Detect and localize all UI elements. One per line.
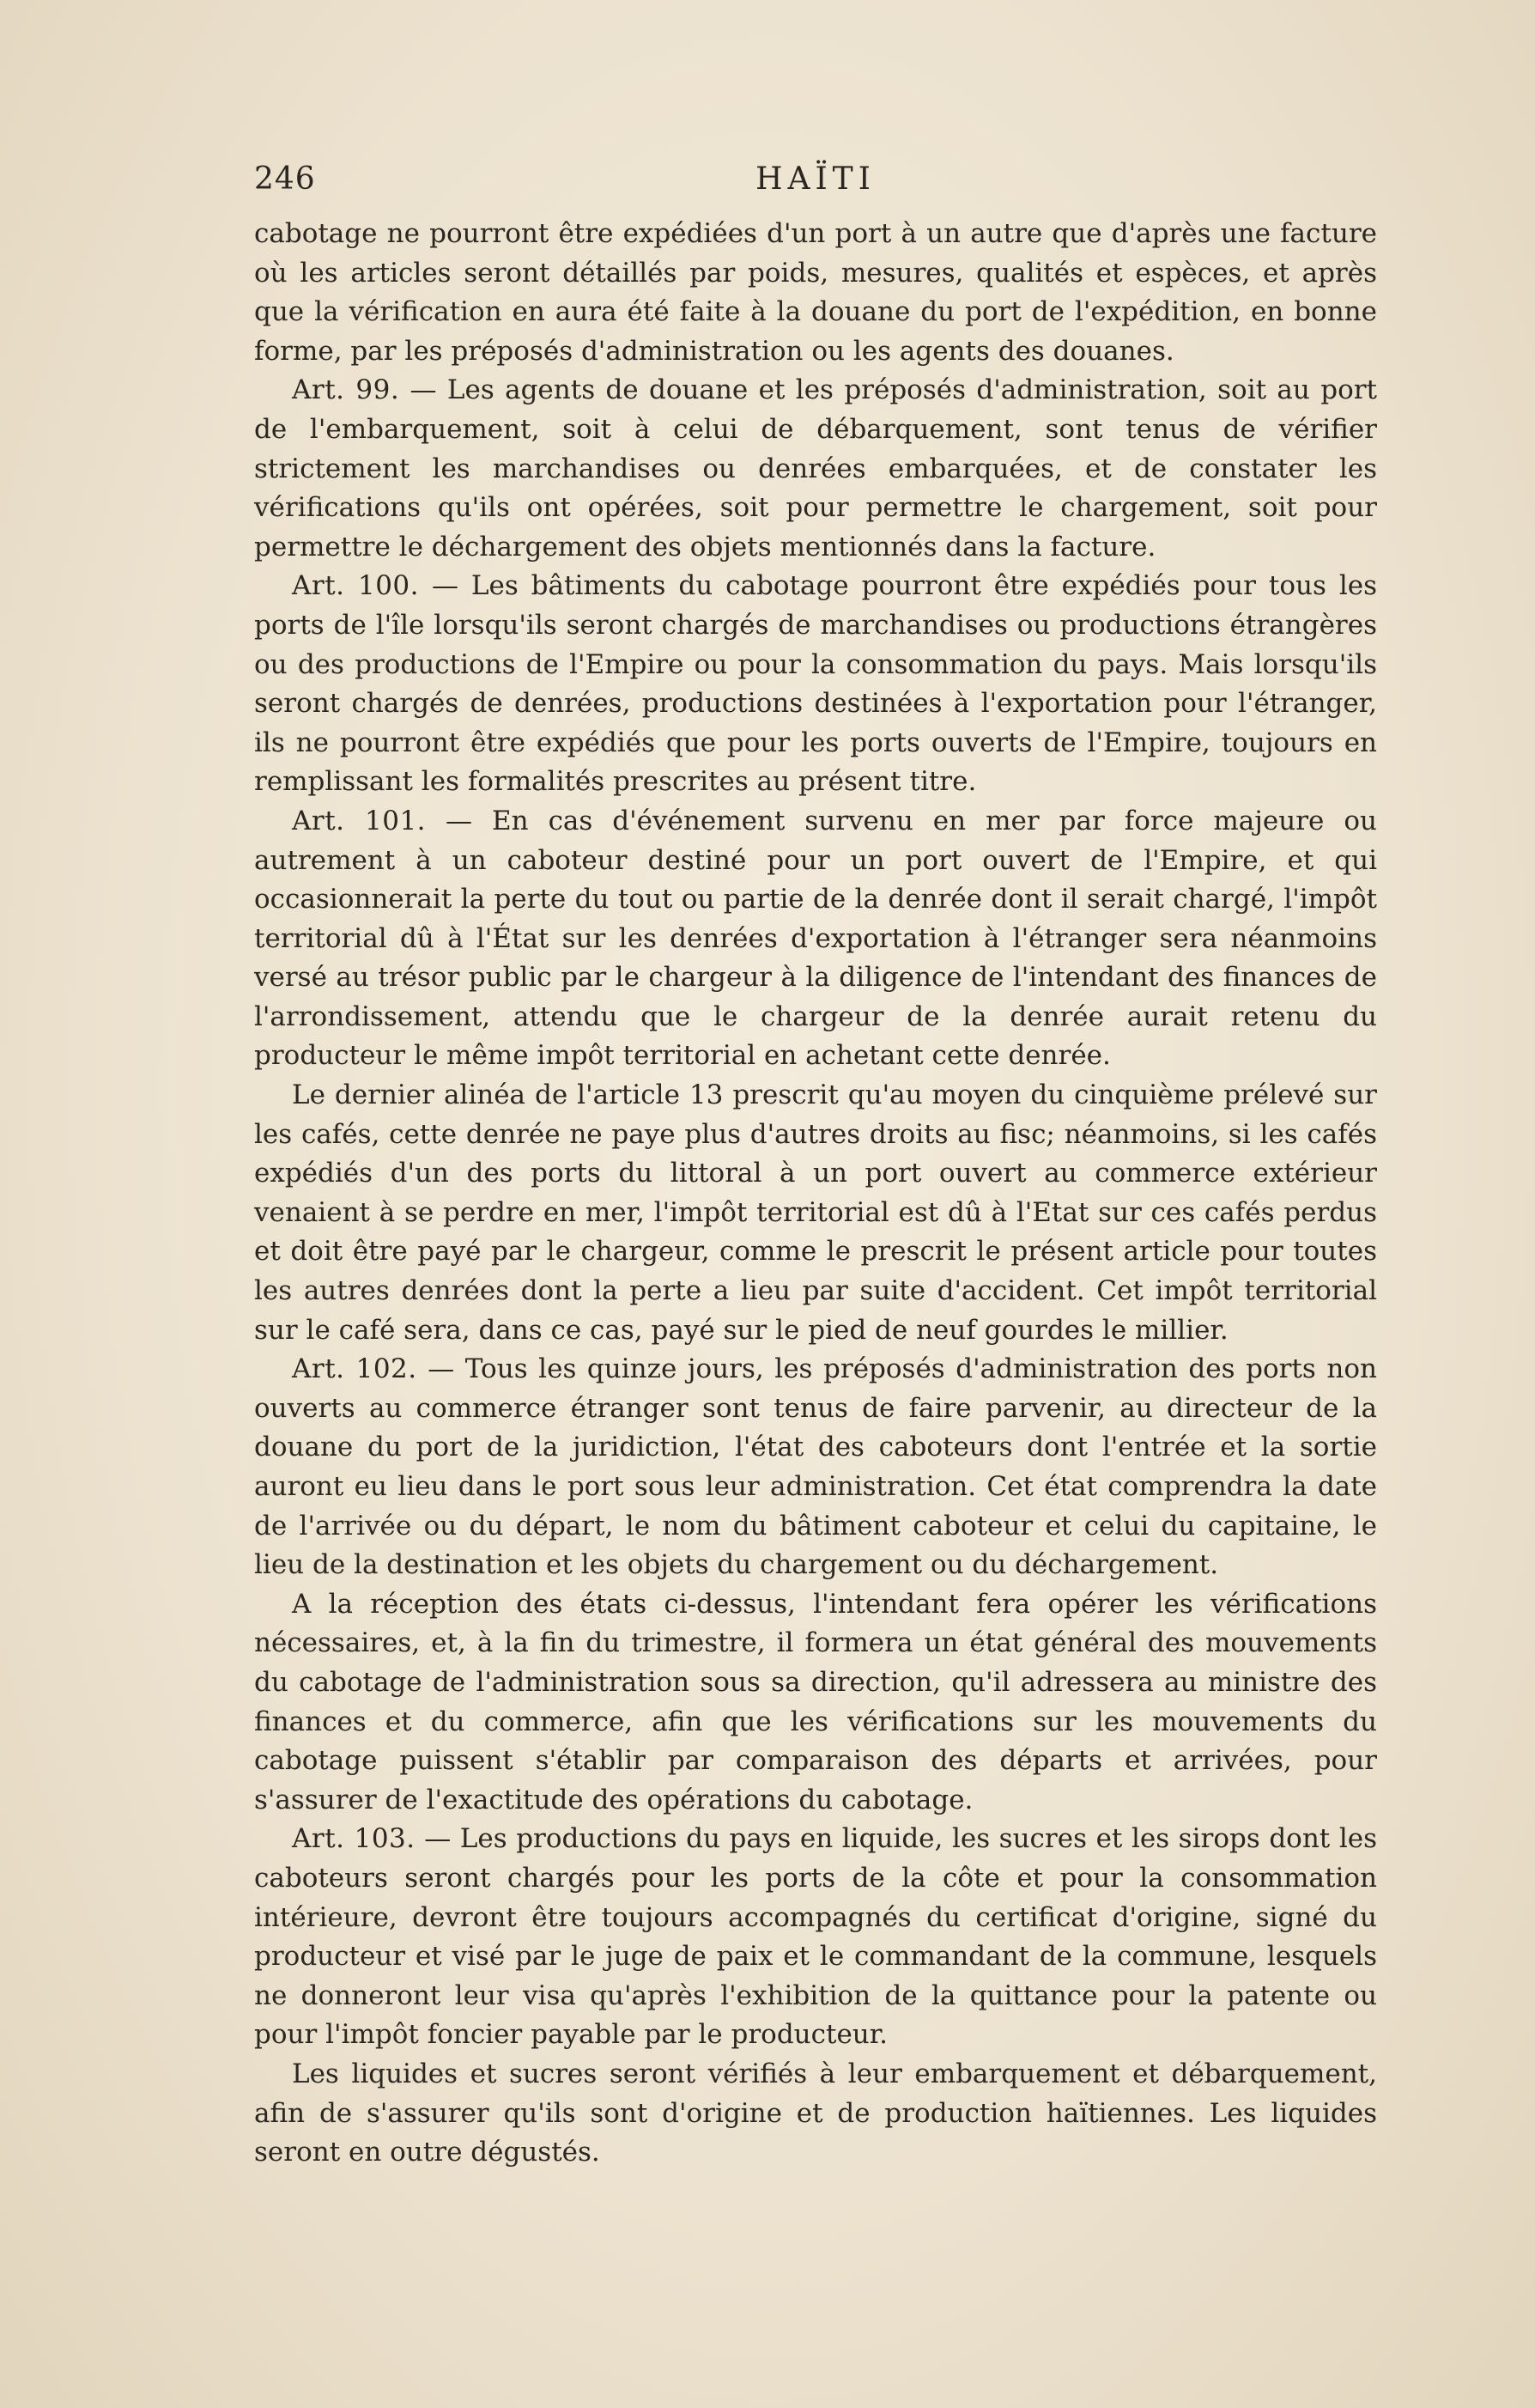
article-label: Art. 99. bbox=[292, 374, 400, 406]
article-label: Art. 100. bbox=[292, 570, 419, 602]
paragraph-text: Le dernier alinéa de l'article 13 prescrit qu'au moyen du cinquième prélevé sur les cafés, cette denrée ne paye plus d'autres droits au fisc; néanmoins, si les cafés expédiés d'un des ports du littoral à un port ouvert au commerce extérieur venaient à se perdre en mer, l'impôt territorial est dû à l'Etat sur ces cafés perdus et doit être payé par le chargeur, comme le prescrit le présent article pour toutes les autres denrées dont la perte a lieu par suite d'accident. Cet impôt territorial sur le café sera, dans ce cas, payé sur le pied de neuf gourdes le millier. bbox=[254, 1079, 1377, 1346]
paragraph bbox=[254, 1076, 1377, 1350]
article-paragraph bbox=[254, 371, 1377, 567]
article-label: Art. 102. bbox=[292, 1353, 417, 1385]
article-label: Art. 103. bbox=[292, 1823, 416, 1855]
article-paragraph bbox=[254, 1820, 1377, 2055]
article-paragraph bbox=[254, 802, 1377, 1076]
paragraph bbox=[254, 1585, 1377, 1821]
book-page bbox=[254, 161, 1377, 2173]
body-text bbox=[254, 215, 1377, 2173]
article-paragraph bbox=[254, 567, 1377, 802]
paragraph-text: A la réception des états ci-dessus, l'intendant fera opérer les vérifications nécessaires, et, à la fin du trimestre, il formera un état général des mouvements du cabotage de l'administration sous sa direction, qu'il adressera au ministre des finances et du commerce, afin que les vérifications sur les mouvements du cabotage puissent s'établir par comparaison des départs et arrivées, pour s'assurer de l'exactitude des opérations du cabotage. bbox=[254, 1588, 1377, 1815]
page-header bbox=[254, 161, 1377, 211]
paragraph-text: Les liquides et sucres seront vérifiés à leur embarquement et débarquement, afin de s'assurer qu'ils sont d'origine et de production haïtiennes. Les liquides seront en outre dégustés. bbox=[254, 2058, 1377, 2168]
paragraph-text: cabotage ne pourront être expédiées d'un port à un autre que d'après une facture où les articles seront détaillés par poids, mesures, qualités et espèces, et après que la vérification en aura été faite à la douane du port de l'expédition, en bonne forme, par les préposés d'administration ou les agents des douanes. bbox=[254, 218, 1377, 367]
paragraph-text: — Les agents de douane et les préposés d'administration, soit au port de l'embarquement, soit à celui de débarquement, sont tenus de vérifier strictement les marchandises ou denrées embarquées, et de constater les vérifications qu'ils ont opérées, soit pour permettre le chargement, soit pour permettre le déchargement des objets mentionnés dans la facture. bbox=[254, 374, 1378, 562]
paragraph bbox=[254, 2055, 1377, 2173]
paragraph-text: — Tous les quinze jours, les préposés d'administration des ports non ouverts au commerce étranger sont tenus de faire parvenir, au directeur de la douane du port de la juridiction, l'état des caboteurs dont l'entrée et la sortie auront eu lieu dans le port sous leur administration. Cet état comprendra la date de l'arrivée ou du départ, le nom du bâtiment caboteur et celui du capitaine, le lieu de la destination et les objets du chargement ou du déchargement. bbox=[254, 1353, 1377, 1581]
paragraph-text: — Les productions du pays en liquide, les sucres et les sirops dont les caboteurs seront chargés pour les ports de la côte et pour la consommation intérieure, devront être toujours accompagnés du certificat d'origine, signé du producteur et visé par le juge de paix et le commandant de la commune, lesquels ne donneront leur visa qu'après l'exhibition de la quittance pour la patente ou pour l'impôt foncier payable par le producteur. bbox=[254, 1823, 1377, 2051]
running-title: HAÏTI bbox=[755, 161, 876, 197]
article-label: Art. 101. bbox=[292, 805, 427, 836]
paragraph-text: — Les bâtiments du cabotage pourront être expédiés pour tous les ports de l'île lorsqu'ils seront chargés de marchandises ou productions étrangères ou des productions de l'Empire ou pour la consommation du pays. Mais lorsqu'ils seront chargés de denrées, productions destinées à l'exportation pour l'étranger, ils ne pourront être expédiés que pour les ports ouverts de l'Empire, toujours en remplissant les formalités prescrites au présent titre. bbox=[254, 570, 1377, 798]
paragraph bbox=[254, 215, 1377, 371]
article-paragraph bbox=[254, 1350, 1377, 1585]
page-number: 246 bbox=[254, 161, 316, 197]
paragraph-text: — En cas d'événement survenu en mer par force majeure ou autrement à un caboteur destiné pour un port ouvert de l'Empire, et qui occasionnerait la perte du tout ou partie de la denrée dont il serait chargé, l'impôt territorial dû à l'État sur les denrées d'exportation à l'étranger sera néanmoins versé au trésor public par le chargeur à la diligence de l'intendant des finances de l'arrondissement, attendu que le chargeur de la denrée aurait retenu du producteur le même impôt territorial en achetant cette denrée. bbox=[254, 805, 1377, 1072]
